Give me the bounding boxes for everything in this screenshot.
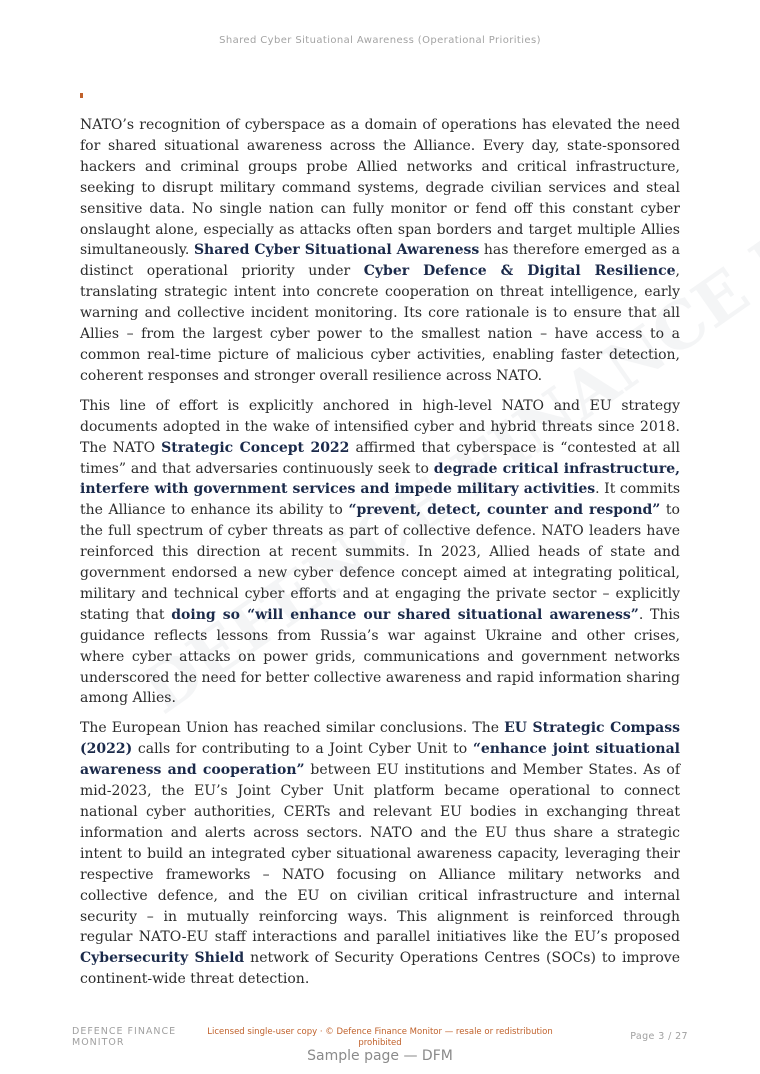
publisher-line: MONITOR xyxy=(72,1037,125,1048)
emphasis-quote: doing so “will enhance our shared situational awareness” xyxy=(171,606,639,623)
sample-page-label: Sample page — DFM xyxy=(307,1048,453,1064)
paragraph-2: This line of effort is explicitly anchored in high-level NATO and EU strategy documents adopted in the wake of intensified cyber and hybrid threats since 2018. The NATO Strategic Concept 2022 affirmed that cyberspace is “contested at all times” and that adversaries continuously seek to degrade critical infrastructure, interfere with government services and impede military activities. It commits the Alliance to enhance its ability to “prevent, detect, counter and respond” to the full spectrum of cyber threats as part of collective defence. NATO leaders have reinforced this direction at recent summits. In 2023, Allied heads of state and government endorsed a new cyber defence concept aimed at integrating political, military and technical cyber efforts and at engaging the private sector – explicitly stating that doing so “will enhance our shared situational awareness”. This guidance reflects lessons from Russia’s war against Ukraine and other crises, where cyber attacks on power grids, communications and government networks underscored the need for better collective awareness and rapid information sharing among Allies. xyxy=(80,397,681,707)
publisher-line: DEFENCE FINANCE xyxy=(72,1026,177,1037)
footer-publisher xyxy=(72,1026,202,1048)
license-notice: Licensed single-user copy · © Defence Finance Monitor — resale or redistribution prohibited xyxy=(207,1027,553,1048)
section-marker xyxy=(80,93,83,98)
paragraph-1: NATO’s recognition of cyberspace as a domain of operations has elevated the need for shared situational awareness across the Alliance. Every day, state-sponsored hackers and criminal groups probe Allied networks and critical infrastructure, seeking to disrupt military command systems, degrade civilian services and steal sensitive data. No single nation can fully monitor or fend off this constant cyber onslaught alone, especially as attacks often span borders and target multiple Allies simultaneously. Shared Cyber Situational Awareness has therefore emerged as a distinct operational priority under Cyber Defence & Digital Resilience, translating strategic intent into concrete cooperation on threat intelligence, early warning and collective incident monitoring. Its core rationale is to ensure that all Allies – from the largest cyber power to the smallest nation – have access to a common real-time picture of malicious cyber activities, enabling faster detection, coherent responses and stronger overall resilience across NATO. xyxy=(80,117,681,384)
emphasis-term: Strategic Concept 2022 xyxy=(161,439,350,456)
document-body xyxy=(80,115,680,999)
emphasis-quote: “prevent, detect, counter and respond” xyxy=(348,502,661,519)
emphasis-term: degrade critical infrastructure, interfere with government services and impede military activities xyxy=(80,460,680,498)
emphasis-term: Cybersecurity Shield xyxy=(80,950,245,967)
emphasis-quote: “enhance joint situational awareness and cooperation” xyxy=(80,741,680,779)
running-header: Shared Cyber Situational Awareness (Operational Priorities) xyxy=(219,35,541,46)
emphasis-term: Shared Cyber Situational Awareness xyxy=(193,242,480,259)
paragraph-3: The European Union has reached similar conclusions. The EU Strategic Compass (2022) calls for contributing to a Joint Cyber Unit to “enhance joint situational awareness and cooperation” between EU institutions and Member States. As of mid-2023, the EU’s Joint Cyber Unit platform became operational to connect national cyber authorities, CERTs and relevant EU bodies in exchanging threat information and alerts across sectors. NATO and the EU thus share a strategic intent to build an integrated cyber situational awareness capacity, leveraging their respective frameworks – NATO focusing on Alliance military networks and collective defence, and the EU on civilian critical infrastructure and internal security – in mutually reinforcing ways. This alignment is reinforced through regular NATO-EU staff interactions and parallel initiatives like the EU’s proposed Cybersecurity Shield network of Security Operations Centres (SOCs) to improve continent-wide threat detection. xyxy=(80,720,680,988)
emphasis-term: EU Strategic Compass (2022) xyxy=(80,720,680,758)
emphasis-term: Cyber Defence & Digital Resilience xyxy=(363,263,676,280)
page-number: Page 3 / 27 xyxy=(630,1031,688,1042)
